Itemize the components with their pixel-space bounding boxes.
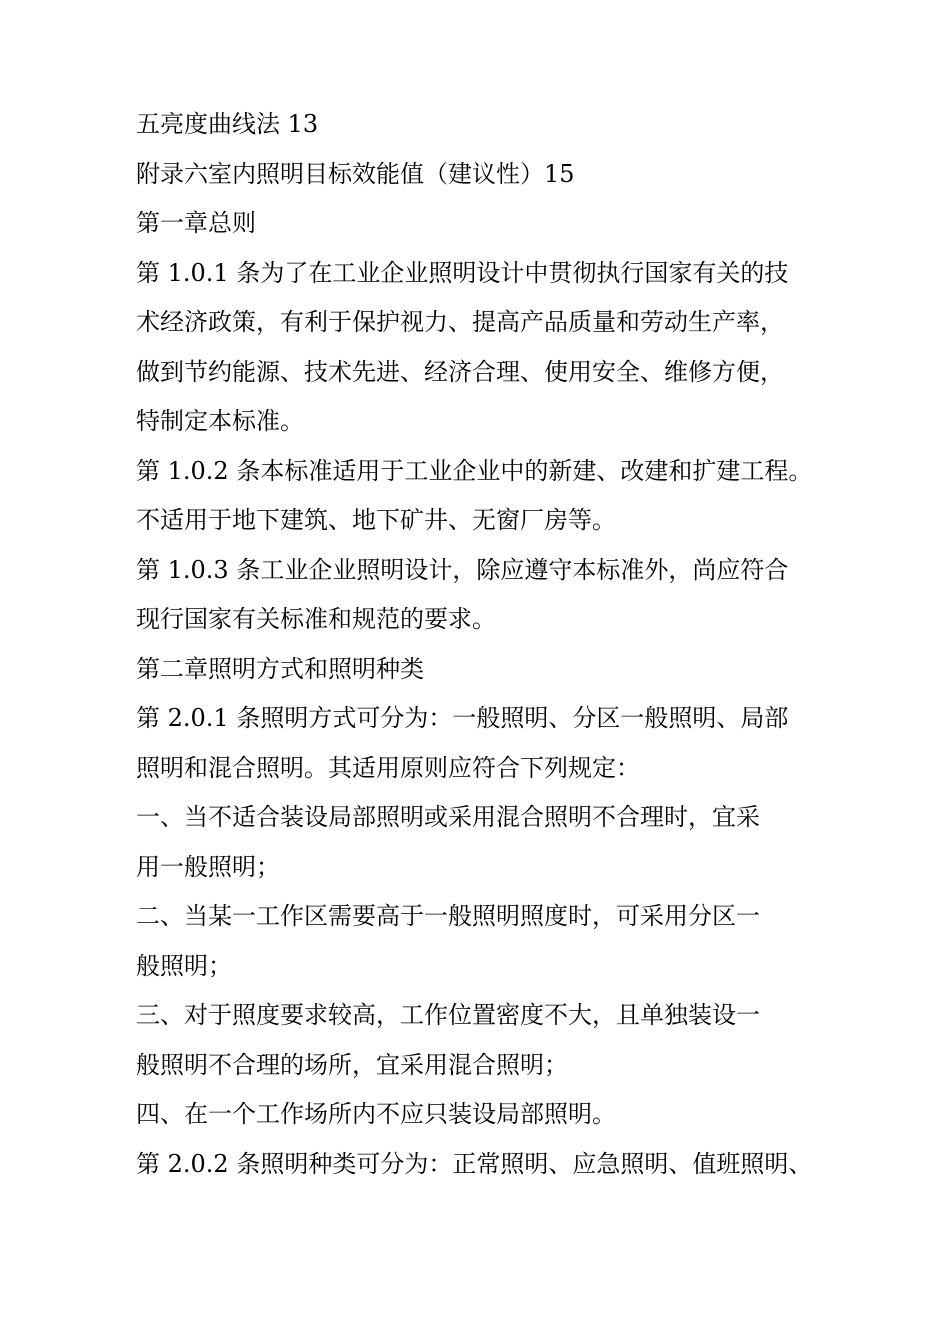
article-1-0-1-line-2: 术经济政策，有利于保护视力、提高产品质量和劳动生产率， (136, 308, 784, 336)
article-1-0-1-line-3: 做到节约能源、技术先进、经济合理、使用安全、维修方便， (136, 357, 784, 386)
chapter-one-heading: 第一章总则 (136, 209, 256, 237)
article-2-0-1-line-1: 第 2.0.1 条照明方式可分为：一般照明、分区一般照明、局部 (136, 704, 789, 732)
article-1-0-3-line-1: 第 1.0.3 条工业企业照明设计，除应遵守本标准外，尚应符合 (136, 555, 789, 584)
clause-one-line-1: 一、当不适合装设局部照明或采用混合照明不合理时，宜采 (136, 803, 760, 831)
article-1-0-1-line-4: 特制定本标准。 (136, 407, 304, 435)
clause-two-line-1: 二、当某一工作区需要高于一般照明照度时，可采用分区一 (136, 902, 760, 930)
document-page (136, 100, 836, 1189)
article-1-0-1-line-1: 第 1.0.1 条为了在工业企业照明设计中贯彻执行国家有关的技 (136, 258, 789, 287)
article-2-0-1-line-2: 照明和混合照明。其适用原则应符合下列规定： (136, 753, 640, 782)
toc-entry-appendix-six: 附录六室内照明目标效能值（建议性）15 (136, 159, 575, 188)
clause-three-line-1: 三、对于照度要求较高，工作位置密度不大，且单独装设一 (136, 1001, 760, 1029)
article-2-0-2-line-1: 第 2.0.2 条照明种类可分为：正常照明、应急照明、值班照明、 (136, 1149, 813, 1178)
toc-entry-brightness-curve: 五亮度曲线法 13 (136, 110, 319, 138)
clause-three-line-2: 般照明不合理的场所，宜采用混合照明； (136, 1050, 568, 1079)
article-1-0-2-line-1: 第 1.0.2 条本标准适用于工业企业中的新建、改建和扩建工程。 (136, 456, 813, 485)
article-1-0-3-line-2: 现行国家有关标准和规范的要求。 (136, 605, 496, 633)
article-1-0-2-line-2: 不适用于地下建筑、地下矿井、无窗厂房等。 (136, 506, 616, 534)
clause-two-line-2: 般照明； (136, 951, 232, 980)
chapter-two-heading: 第二章照明方式和照明种类 (136, 654, 424, 683)
clause-four-line-1: 四、在一个工作场所内不应只装设局部照明。 (136, 1100, 616, 1128)
clause-one-line-2: 用一般照明； (136, 852, 280, 881)
